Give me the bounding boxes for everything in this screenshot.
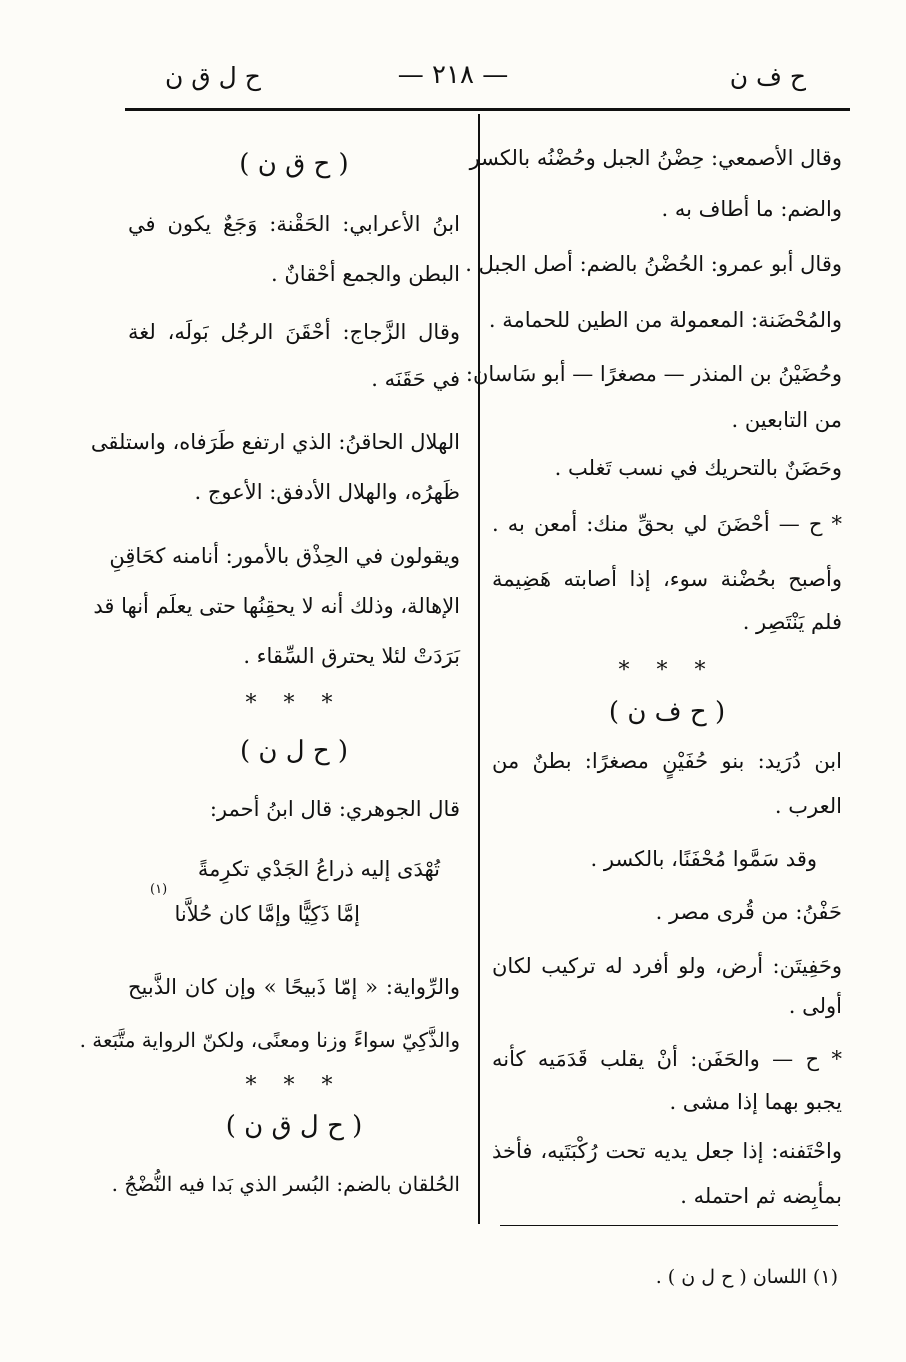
running-head-right: ح ف ن — [729, 62, 806, 91]
text-line: أولى . — [788, 994, 842, 1018]
section-separator: * * * — [245, 691, 343, 716]
text-line: * ح — أحْضَنَ لي بحقِّ منك: أمعن به . — [492, 512, 842, 536]
text-line: ظَهرُه، والهلال الأدفق: الأعوج . — [194, 480, 460, 504]
page-number: — ٢١٨ — — [397, 60, 509, 90]
text-line: ويقولون في الحِذْق بالأمور: أنامنه كحَاقِنِ — [109, 544, 460, 568]
text-line: الحُلقان بالضم: البُسر الذي بَدا فيه النُّضْجُ . — [111, 1172, 460, 1196]
footnote: (١) اللسان ( ح ل ن ) . — [655, 1266, 838, 1288]
text-line: ابن دُرَيد: بنو حُفَيْنٍ مصغرًا: بطنٌ من — [492, 749, 842, 773]
section-heading: ( ح ف ن ) — [608, 697, 726, 727]
text-line: يجبو بهما إذا مشى . — [669, 1090, 842, 1114]
running-head-left: ح ل ق ن — [165, 62, 261, 91]
footnote-rule — [500, 1225, 838, 1226]
text-line: وحُضَيْنُ بن المنذر — مصغرًا — أبو سَاسان: — [465, 362, 842, 386]
text-line: الإهالة، وذلك أنه لا يحقِنُها حتى يعلَم أنها قد — [93, 594, 460, 618]
text-line: وقال أبو عمرو: الحُضْنُ بالضم: أصل الجبل . — [465, 252, 842, 276]
footnote-marker: (١) — [150, 882, 168, 897]
text-line: وأصبح بحُضْنة سوء، إذا أصابته هَضِيمة — [492, 567, 842, 591]
section-separator: * * * — [245, 1073, 343, 1098]
text-line: فلم يَنْتَصِر . — [742, 610, 842, 634]
text-line: حَفْنُ: من قُرى مصر . — [655, 900, 842, 924]
text-line: وقال الأصمعي: حِضْنُ الجبل وحُضْنُه بالكسر — [469, 146, 842, 170]
text-line: والذَّكِيّ سواءً وزنا ومعنًى، ولكنّ الرواية متَّبَعة . — [79, 1028, 460, 1052]
text-line: البطن والجمع أحْقانٌ . — [271, 262, 460, 286]
text-line: وحَضَنٌ بالتحريك في نسب تَغلب . — [554, 456, 842, 480]
text-line: بمأبِضه ثم احتمله . — [680, 1184, 842, 1208]
text-line: * ح — والحَفَن: أنْ يقلب قَدَمَيه كأنه — [492, 1047, 842, 1071]
text-line: وحَفِيتَن: أرض، ولو أفرد له تركيب لكان — [492, 954, 842, 978]
poem-verse: إمَّا ذَكِيًّا وإمَّا كان حُلاَّنا — [174, 902, 360, 926]
text-line: وقال الزَّجاج: أحْقَنَ الرجُل بَولَه، لغة — [128, 320, 460, 344]
text-line: واحْتَفنه: إذا جعل يديه تحت رُكْبَتَيه، فأخذ — [492, 1139, 842, 1163]
text-line: وقد سَمَّوا مُحْفَنًا، بالكسر . — [590, 847, 817, 871]
section-heading: ( ح ل ن ) — [239, 736, 349, 766]
section-separator: * * * — [618, 658, 716, 683]
text-line: قال الجوهري: قال ابنُ أحمر: — [209, 797, 460, 821]
text-line: والمُحْضَنة: المعمولة من الطين للحمامة . — [488, 308, 842, 332]
text-line: الهلال الحاقنُ: الذي ارتفع طَرَفاه، واستلقى — [90, 430, 460, 454]
section-heading: ( ح ق ن ) — [239, 149, 349, 179]
text-line: العرب . — [774, 794, 842, 818]
text-line: والرِّواية: « إمّا ذَبيحًا » وإن كان الذَّبيح — [128, 975, 460, 999]
header-rule — [125, 108, 850, 111]
text-line: في حَقَنَه . — [371, 367, 460, 391]
poem-verse: تُهْدَى إليه ذراعُ الجَدْي تكرِمةً — [197, 857, 440, 881]
text-line: بَرَدَتْ لئلا يحترق السِّقاء . — [243, 644, 460, 668]
text-line: من التابعين . — [731, 408, 842, 432]
text-line: والضم: ما أطاف به . — [661, 197, 842, 221]
column-divider — [478, 114, 480, 1224]
section-heading: ( ح ل ق ن ) — [225, 1111, 363, 1141]
text-line: ابنُ الأعرابي: الحَقْنة: وَجَعٌ يكون في — [128, 212, 460, 236]
